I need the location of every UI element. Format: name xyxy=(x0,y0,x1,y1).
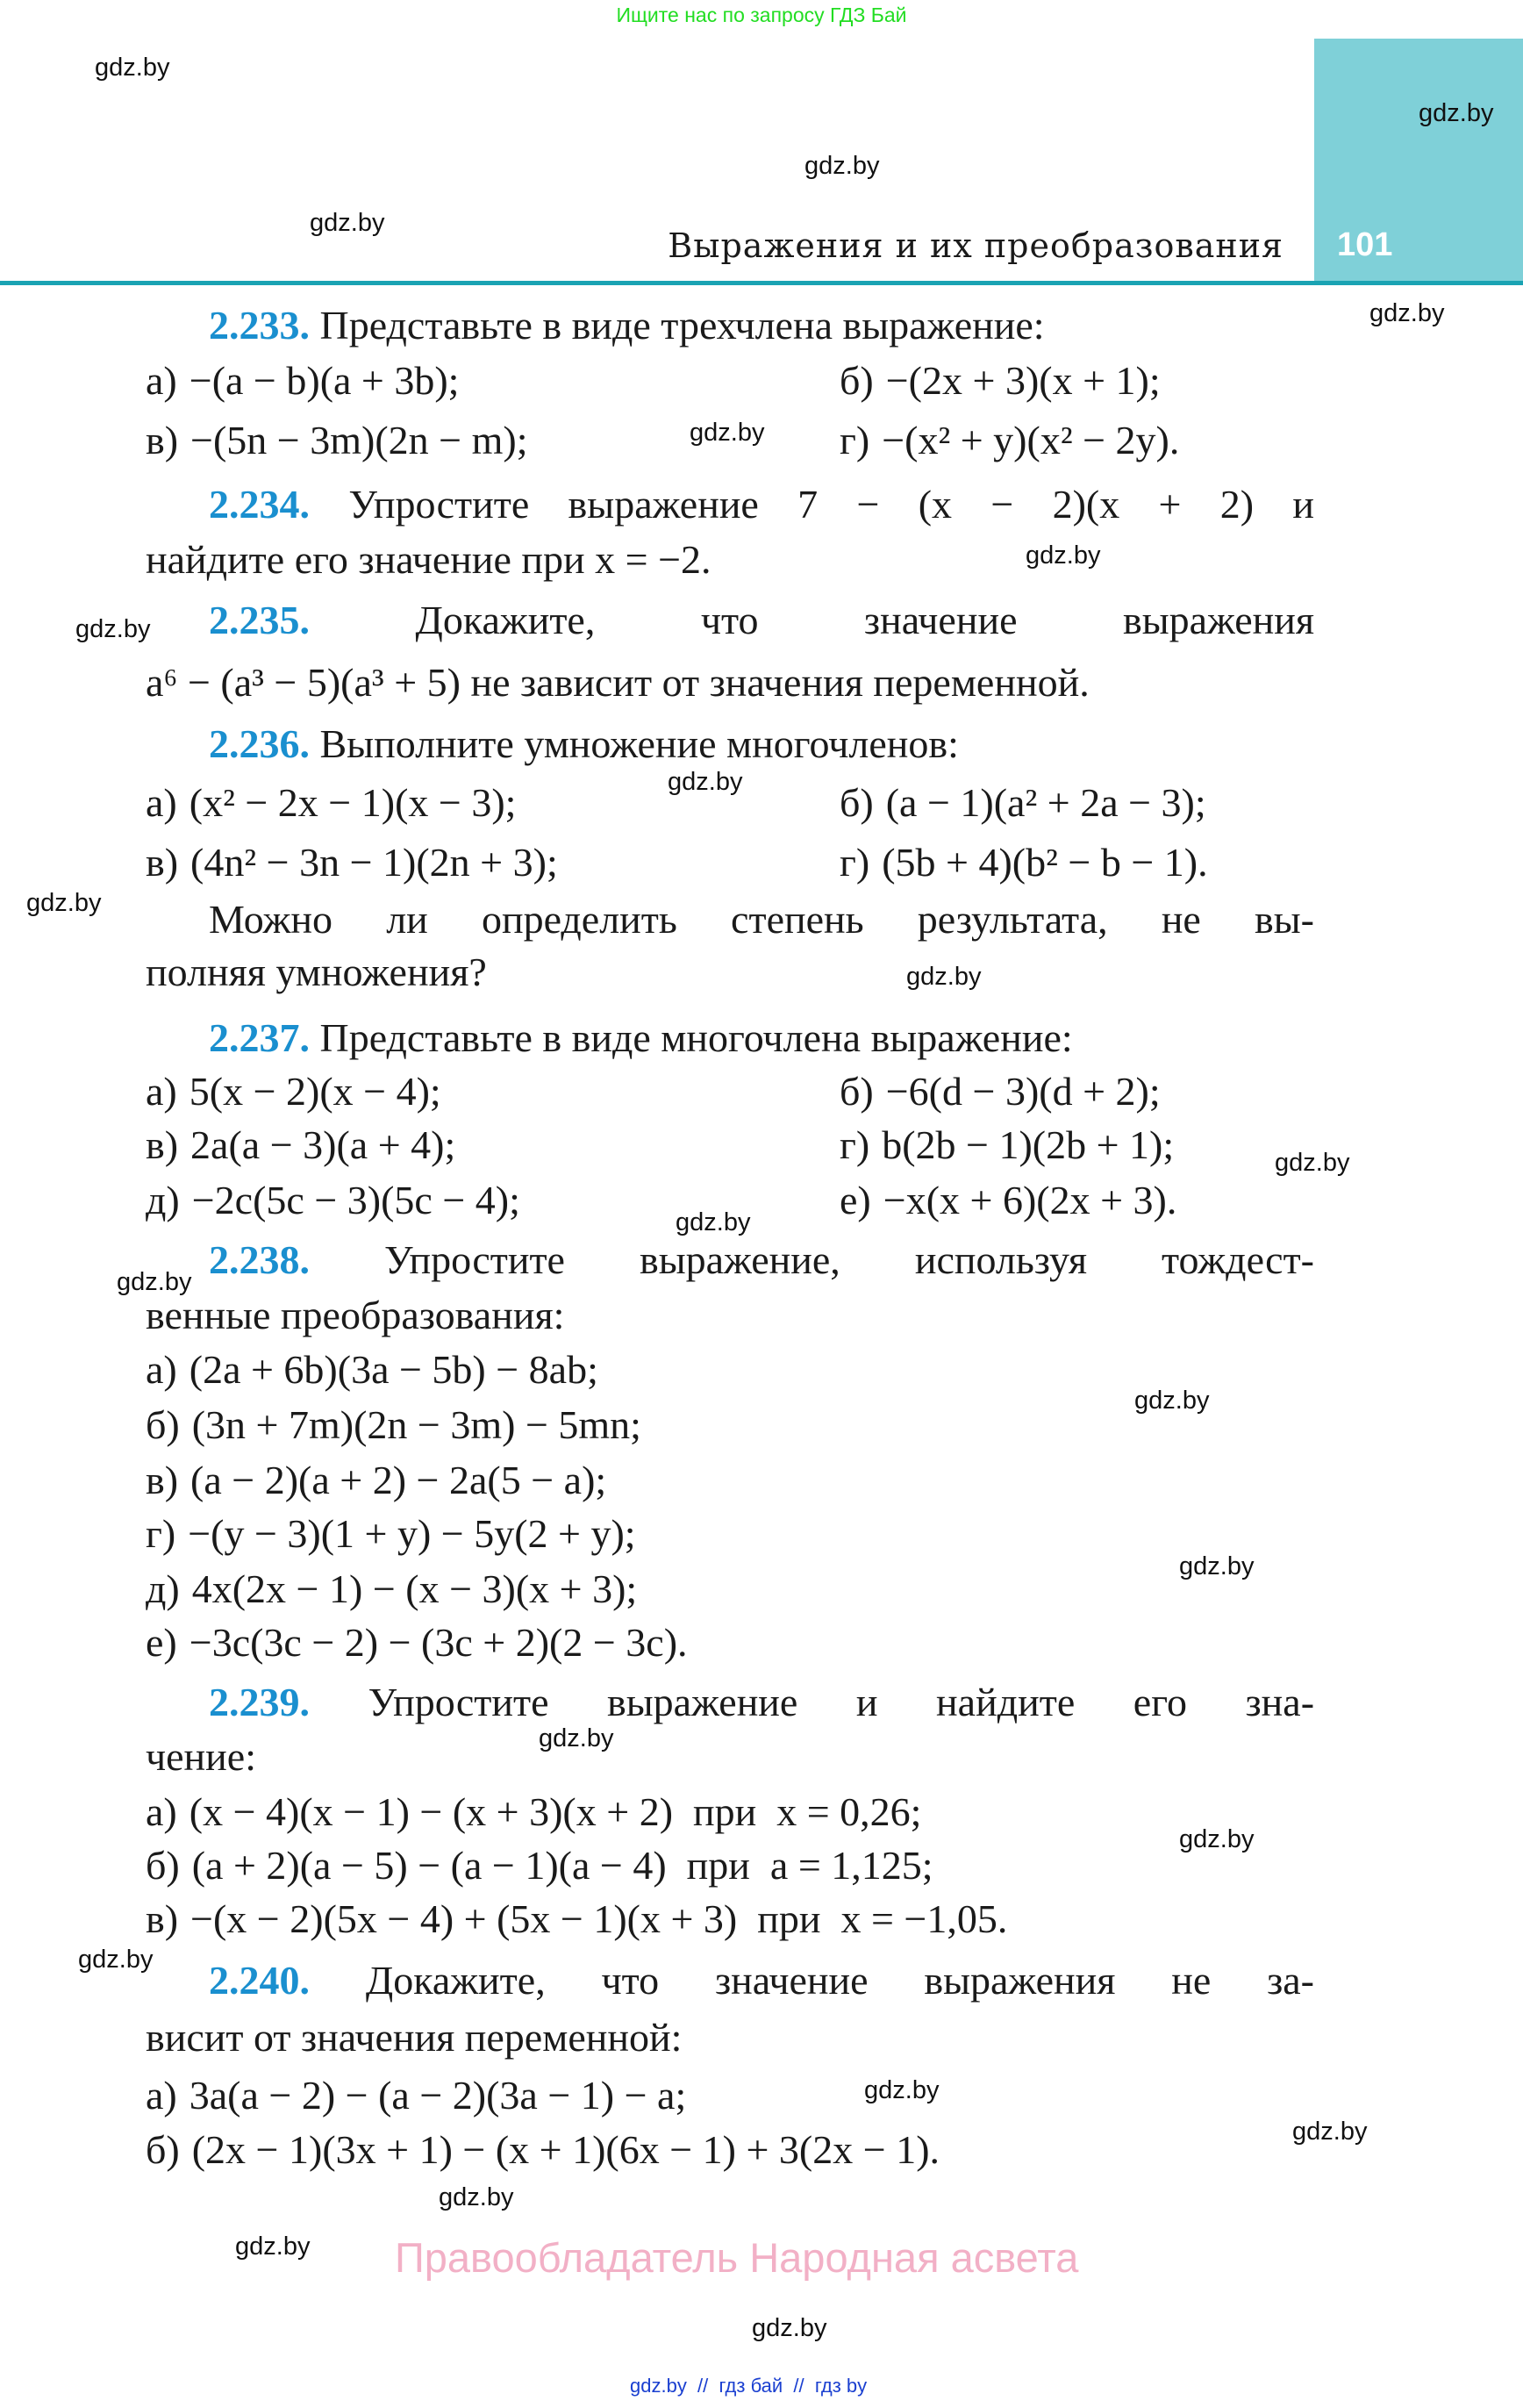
item xyxy=(146,1893,1007,1946)
item-label: б) xyxy=(146,2127,180,2172)
item-expr: (2x − 1)(3x + 1) − (x + 1)(6x − 1) + 3(2x − 1). xyxy=(191,2127,940,2172)
watermark: gdz.by xyxy=(235,2232,311,2261)
item-label: в) xyxy=(146,1122,179,1167)
item-label: г) xyxy=(146,1511,176,1556)
item xyxy=(840,1065,1161,1118)
watermark: gdz.by xyxy=(1275,1149,1350,1177)
watermark: gdz.by xyxy=(539,1724,614,1752)
item xyxy=(146,1344,598,1396)
watermark: gdz.by xyxy=(1369,299,1445,327)
watermark: gdz.by xyxy=(752,2314,827,2342)
item-expr: (a − 1)(a² + 2a − 3); xyxy=(885,780,1206,825)
problem-number: 2.239. xyxy=(209,1680,310,1724)
item-expr: 4x(2x − 1) − (x − 3)(x + 3); xyxy=(191,1566,638,1611)
item xyxy=(146,1786,921,1838)
problem-number: 2.233. xyxy=(209,303,310,348)
item xyxy=(146,1508,636,1560)
item-label: д) xyxy=(146,1178,180,1222)
item-label: г) xyxy=(840,1122,870,1167)
watermark: gdz.by xyxy=(1134,1387,1210,1415)
problem-prompt: Упростите выражение 7 − (x − 2)(x + 2) и xyxy=(348,482,1315,527)
watermark: gdz.by xyxy=(78,1946,154,1974)
chapter-title: Выражения и их преобразования xyxy=(668,226,1283,265)
problem-2237-title xyxy=(209,1012,1073,1064)
problem-number: 2.238. xyxy=(209,1237,310,1282)
item-expr: (2a + 6b)(3a − 5b) − 8ab; xyxy=(189,1347,598,1392)
header-rule xyxy=(0,281,1523,285)
page-number: 101 xyxy=(1337,226,1393,263)
problem-text: чение: xyxy=(146,1734,256,1779)
item-expr: (a + 2)(a − 5) − (a − 1)(a − 4) при a = 1,125; xyxy=(191,1843,933,1888)
problem-2239-title xyxy=(209,1676,1314,1729)
item-label: а) xyxy=(146,358,177,403)
watermark: gdz.by xyxy=(95,54,170,82)
item-label: б) xyxy=(146,1402,180,1447)
watermark: gdz.by xyxy=(75,615,151,643)
item-label: б) xyxy=(146,1843,180,1888)
item-expr: −2c(5c − 3)(5c − 4); xyxy=(191,1178,520,1222)
item-label: г) xyxy=(840,418,870,462)
item xyxy=(840,1119,1174,1172)
item-expr: −(2x + 3)(x + 1); xyxy=(885,358,1161,403)
problem-2238-title xyxy=(209,1234,1314,1286)
item-expr: −(5n − 3m)(2n − m); xyxy=(190,418,528,462)
item-expr: −(x − 2)(5x − 4) + (5x − 1)(x + 3) при x = −1,05. xyxy=(190,1896,1008,1941)
item-expr: −(y − 3)(1 + y) − 5y(2 + y); xyxy=(188,1511,636,1556)
watermark: gdz.by xyxy=(1292,2118,1368,2146)
problem-text: a⁶ − (a³ − 5)(a³ + 5) не зависит от значения переменной. xyxy=(146,660,1090,705)
item-label: а) xyxy=(146,1069,177,1114)
watermark: gdz.by xyxy=(676,1208,751,1236)
problem-text: венные преобразования: xyxy=(146,1293,565,1337)
item-label: д) xyxy=(146,1566,180,1611)
problem-prompt: Докажите, что значение выражения xyxy=(415,598,1315,642)
watermark: gdz.by xyxy=(1419,99,1494,127)
item-label: а) xyxy=(146,1347,177,1392)
problem-2240-title xyxy=(209,1954,1314,2007)
watermark: gdz.by xyxy=(439,2183,514,2211)
item xyxy=(146,355,459,407)
item-label: в) xyxy=(146,840,179,885)
item-label: в) xyxy=(146,418,179,462)
problem-number: 2.234. xyxy=(209,482,310,527)
item-expr: (5b + 4)(b² − b − 1). xyxy=(882,840,1208,885)
item xyxy=(840,414,1179,467)
item-expr: −6(d − 3)(d + 2); xyxy=(885,1069,1161,1114)
item-label: а) xyxy=(146,1789,177,1834)
item xyxy=(146,836,558,889)
problem-text: полняя умножения? xyxy=(146,950,487,994)
problem-number: 2.240. xyxy=(209,1958,310,2003)
watermark: gdz.by xyxy=(690,419,765,447)
problem-prompt: Представьте в виде многочлена выражение: xyxy=(319,1015,1073,1060)
problem-number: 2.235. xyxy=(209,598,310,642)
item-expr: (a − 2)(a + 2) − 2a(5 − a); xyxy=(190,1458,607,1502)
problem-prompt: Представьте в виде трехчлена выражение: xyxy=(319,303,1045,348)
item-label: б) xyxy=(840,358,874,403)
item-label: а) xyxy=(146,780,177,825)
watermark: gdz.by xyxy=(906,963,982,991)
watermark: gdz.by xyxy=(864,2076,940,2104)
problem-text: найдите его значение при x = −2. xyxy=(146,537,711,582)
top-banner[interactable]: Ищите нас по запросу ГДЗ Бай xyxy=(616,4,907,26)
item xyxy=(146,1454,606,1507)
item-expr: 5(x − 2)(x − 4); xyxy=(189,1069,441,1114)
problem-2235-title xyxy=(209,594,1314,647)
item xyxy=(146,2069,686,2122)
item xyxy=(146,2124,940,2176)
watermark: gdz.by xyxy=(1026,541,1101,570)
item xyxy=(840,777,1206,829)
item xyxy=(146,1065,441,1118)
item-expr: b(2b − 1)(2b + 1); xyxy=(882,1122,1175,1167)
item xyxy=(146,1174,520,1227)
item xyxy=(146,414,528,467)
problem-prompt: Выполните умножение многочленов: xyxy=(319,721,959,766)
watermark: gdz.by xyxy=(117,1268,192,1296)
item-label: е) xyxy=(840,1178,871,1222)
item-expr: −3c(3c − 2) − (3c + 2)(2 − 3c). xyxy=(189,1620,688,1665)
item xyxy=(146,1839,933,1892)
item-label: г) xyxy=(840,840,870,885)
copyright-notice: Правообладатель Народная асвета xyxy=(395,2234,1079,2281)
watermark: gdz.by xyxy=(26,889,102,917)
item-expr: (x − 4)(x − 1) − (x + 3)(x + 2) при x = 0,26; xyxy=(189,1789,922,1834)
item-expr: 2a(a − 3)(a + 4); xyxy=(190,1122,456,1167)
watermark: gdz.by xyxy=(1179,1552,1255,1580)
footer-links[interactable]: gdz.by // гдз бай // гдз by xyxy=(630,2375,868,2397)
item-expr: −(a − b)(a + 3b); xyxy=(189,358,460,403)
problem-2236-title xyxy=(209,718,959,770)
item xyxy=(146,1119,455,1172)
item-expr: (x² − 2x − 1)(x − 3); xyxy=(189,780,517,825)
item xyxy=(146,1616,688,1669)
item xyxy=(840,1174,1176,1227)
item xyxy=(146,1563,637,1616)
item-label: б) xyxy=(840,1069,874,1114)
problem-text: висит от значения переменной: xyxy=(146,2015,683,2060)
watermark: gdz.by xyxy=(804,152,880,180)
item-expr: (4n² − 3n − 1)(2n + 3); xyxy=(190,840,558,885)
problem-number: 2.237. xyxy=(209,1015,310,1060)
item-label: б) xyxy=(840,780,874,825)
problem-prompt: Докажите, что значение выражения не за- xyxy=(365,1958,1314,2003)
item-expr: 3a(a − 2) − (a − 2)(3a − 1) − a; xyxy=(189,2073,687,2118)
item-label: а) xyxy=(146,2073,177,2118)
problem-prompt: Упростите выражение, используя тождест- xyxy=(384,1237,1314,1282)
watermark: gdz.by xyxy=(310,209,385,237)
watermark: gdz.by xyxy=(668,768,743,796)
item xyxy=(146,1399,641,1451)
item xyxy=(840,836,1208,889)
problem-prompt: Упростите выражение и найдите его зна- xyxy=(368,1680,1315,1724)
item-expr: (3n + 7m)(2n − 3m) − 5mn; xyxy=(191,1402,641,1447)
item-label: е) xyxy=(146,1620,177,1665)
item xyxy=(146,777,516,829)
item-label: в) xyxy=(146,1896,179,1941)
item-label: в) xyxy=(146,1458,179,1502)
problem-number: 2.236. xyxy=(209,721,310,766)
problem-2234-title xyxy=(209,478,1314,531)
item-expr: −(x² + y)(x² − 2y). xyxy=(882,418,1180,462)
watermark: gdz.by xyxy=(1179,1825,1255,1853)
problem-2233-title xyxy=(209,299,1045,352)
problem-text: Можно ли определить степень результата, не вы- xyxy=(209,897,1314,942)
item-expr: −x(x + 6)(2x + 3). xyxy=(883,1178,1177,1222)
item xyxy=(840,355,1161,407)
